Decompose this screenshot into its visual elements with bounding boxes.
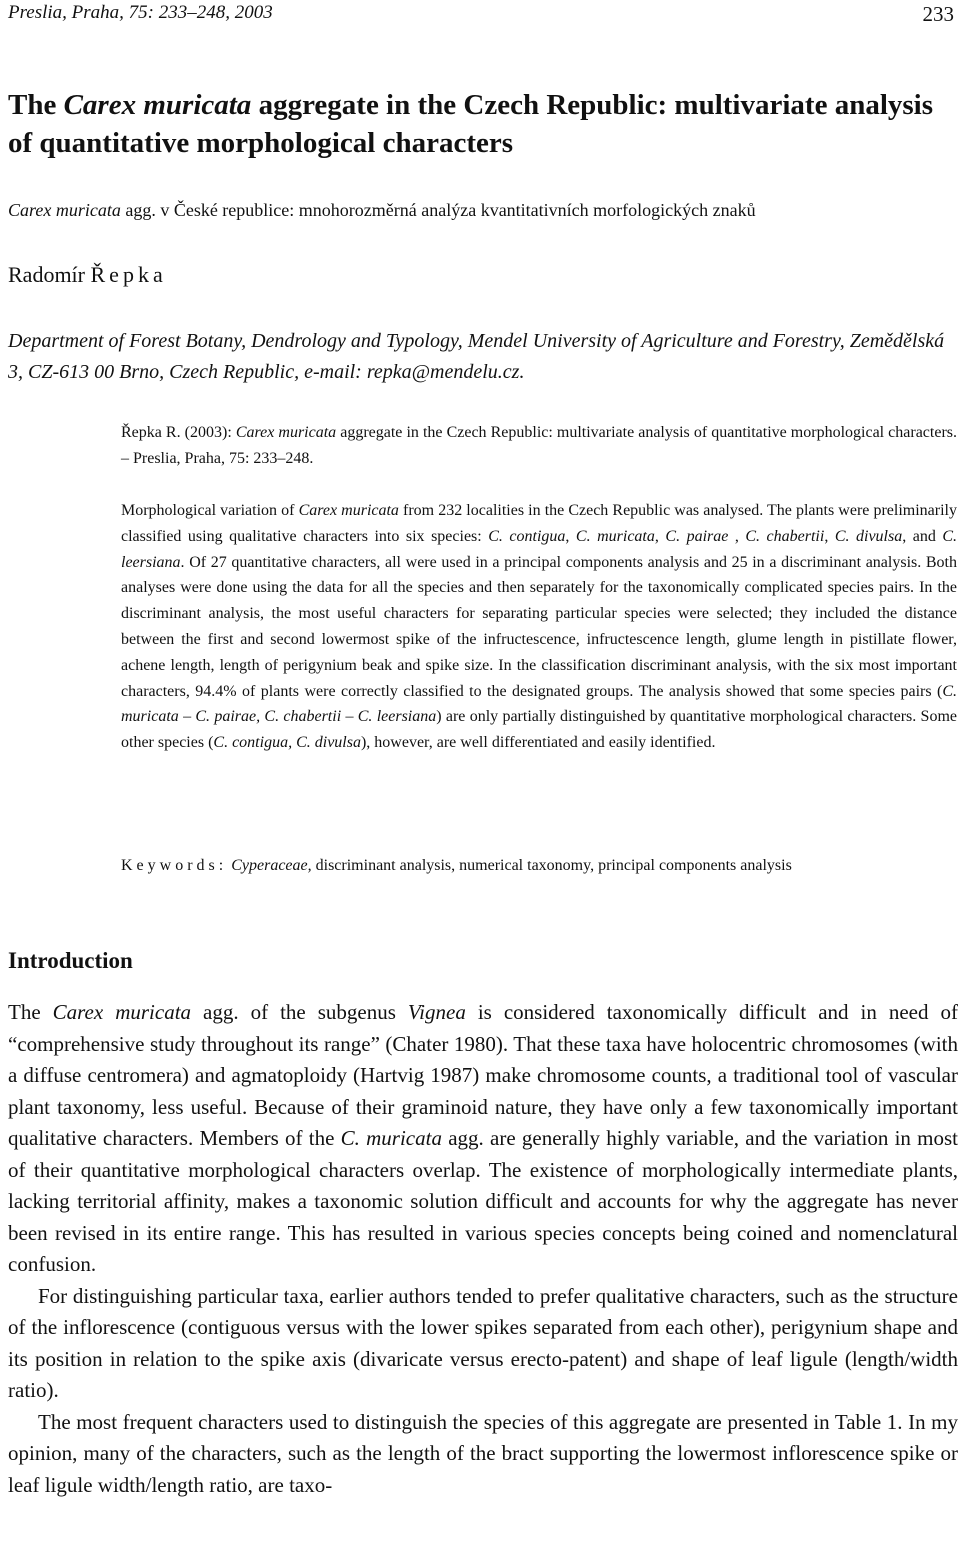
introduction-body	[8, 997, 958, 1501]
citation: Řepka R. (2003): Carex muricata aggregate in the Czech Republic: multivariate analysis of quantitative morphological characters. – Preslia, Praha, 75: 233–248.	[121, 424, 958, 467]
keywords: Keywords: Cyperaceae, discriminant analysis, numerical taxonomy, principal components analysis	[121, 857, 792, 874]
author-affiliation: Department of Forest Botany, Dendrology and Typology, Mendel University of Agriculture and Forestry, Zemědělská 3, CZ-613 00 Brno, Czech Republic, e-mail: repka@mendelu.cz.	[8, 330, 945, 383]
page-number: 233	[922, 2, 954, 26]
section-heading-introduction: Introduction	[8, 948, 133, 973]
article-title: The Carex muricata aggregate in the Czech Republic: multivariate analysis of quantitative morphological characters	[8, 89, 934, 159]
running-head: Preslia, Praha, 75: 233–248, 2003	[8, 2, 273, 23]
intro-paragraph: For distinguishing particular taxa, earlier authors tended to prefer qualitative characters, such as the structure of the inflorescence (contiguous versus with the lower spikes separated from each other), perigynium shape and its position in relation to the spike axis (divaricate versus erecto-patent) and shape of leaf ligule (length/width ratio).	[8, 1283, 958, 1402]
author-name: Radomír Řepka	[8, 262, 167, 287]
czech-subtitle: Carex muricata agg. v České republice: mnohorozměrná analýza kvantitativních morfologických znaků	[8, 200, 756, 220]
intro-paragraph: The most frequent characters used to distinguish the species of this aggregate are presented in Table 1. In my opinion, many of the characters, such as the length of the bract supporting the lowermost inflorescence spike or leaf ligule width/length ratio, are taxo-	[8, 1409, 958, 1497]
intro-paragraph: The Carex muricata agg. of the subgenus Vignea is considered taxonomically difficult and in need of “comprehensive study throughout its range” (Chater 1980). That these taxa have holocentric chromosomes (with a diffuse centromera) and agmatoploidy (Hartvig 1987) make chromosome counts, a traditional tool of vascular plant taxonomy, less useful. Because of their graminoid nature, they have only a few taxonomically important qualitative characters. Members of the C. muricata agg. are generally highly variable, and the variation in most of their quantitative morphological characters overlap. The existence of morphologically intermediate plants, lacking territorial affinity, makes a taxonomic solution difficult and accounts for why the aggregate has never been revised in its entire range. This has resulted in various species concepts being coined and nomenclatural confusion.	[8, 1000, 958, 1276]
abstract: Morphological variation of Carex muricata from 232 localities in the Czech Republic was analysed. The plants were preliminarily classified using qualitative characters into six species: C. contigua, C. muricata, C. pairae , C. chabertii, C. divulsa, and C. leersiana. Of 27 quantitative characters, all were used in a principal components analysis and 25 in a discriminant analysis. Both analyses were done using the data for all the species and then separately for the taxonomically complicated species pairs. In the discriminant analysis, the most useful characters for separating particular species were selected; they included the distance between the first and second lowermost spike of the infructescence, infructescence length, glume length in pistillate flower, achene length, length of perigynium beak and spike size. In the classification discriminant analysis, with the six most important characters, 94.4% of plants were correctly classified to the designated groups. The analysis showed that some species pairs (C. muricata – C. pairae, C. chabertii – C. leersiana) are only partially distinguished by quantitative morphological characters. Some other species (C. contigua, C. divulsa), however, are well differentiated and easily identified.	[121, 502, 958, 752]
